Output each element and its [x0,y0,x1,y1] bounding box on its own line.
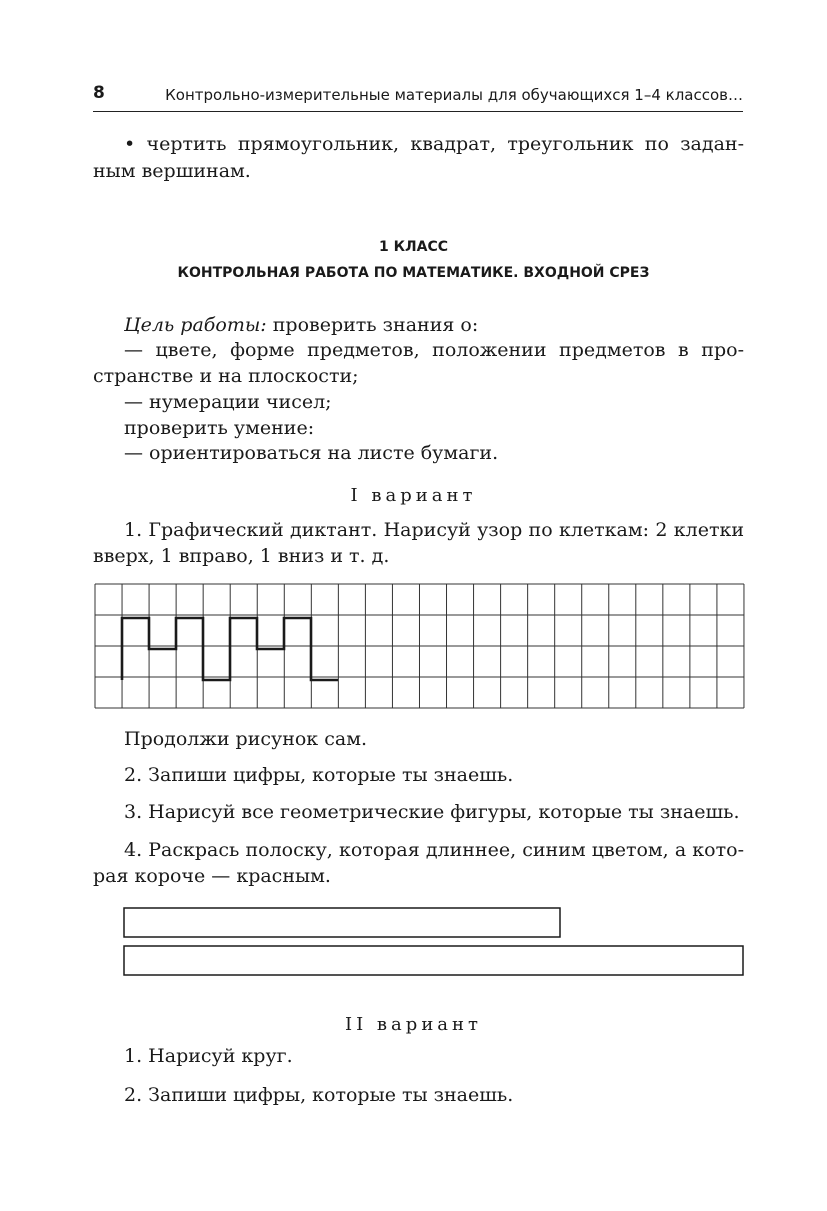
running-title: Контрольно-измерительные материалы для обучающихся 1–4 классов… [165,86,743,104]
goal-item-3: — ориентироваться на листе бумаги. [124,442,499,464]
grade-heading: 1 КЛАСС [378,239,449,255]
page-number: 8 [93,83,105,103]
task-1-line-2: вверх, 1 вправо, 1 вниз и т. д. [93,545,390,567]
variant-1-title: I вариант [350,485,477,506]
skill-intro: проверить умение: [124,417,315,439]
goal-item-1-line-2: странстве и на плоскости; [93,365,359,387]
continue-drawing: Продолжи рисунок сам. [124,728,368,750]
task-2: 2. Запиши цифры, которые ты знаешь. [124,764,514,786]
task-1-line-1: 1. Графический диктант. Нарисуй узор по клеткам: 2 клетки [124,519,744,541]
section-title: КОНТРОЛЬНАЯ РАБОТА ПО МАТЕМАТИКЕ. ВХОДНОЙ СРЕЗ [177,265,650,281]
task-4-line-2: рая короче — красным. [93,865,331,887]
variant-2-task-2: 2. Запиши цифры, которые ты знаешь. [124,1084,514,1106]
goal-item-1-line-1: — цвете, форме предметов, положении предметов в про- [124,339,744,361]
task-3: 3. Нарисуй все геометрические фигуры, которые ты знаешь. [124,801,740,823]
short-strip [124,908,560,937]
dictation-grid [95,584,744,708]
task-4-line-1: 4. Раскрась полоску, которая длиннее, синим цветом, а кото- [124,839,744,861]
goal-item-2: — нумерации чисел; [124,391,332,413]
intro-line-2: ным вершинам. [93,160,251,182]
long-strip [124,946,743,975]
intro-line-1: • чертить прямоугольник, квадрат, треугольник по задан- [124,133,744,155]
pattern-path [122,618,338,680]
variant-2-title: II вариант [344,1014,482,1035]
goal-label: Цель работы: [124,314,267,336]
goal-text: проверить знания о: [266,314,479,336]
variant-2-task-1: 1. Нарисуй круг. [124,1045,293,1067]
